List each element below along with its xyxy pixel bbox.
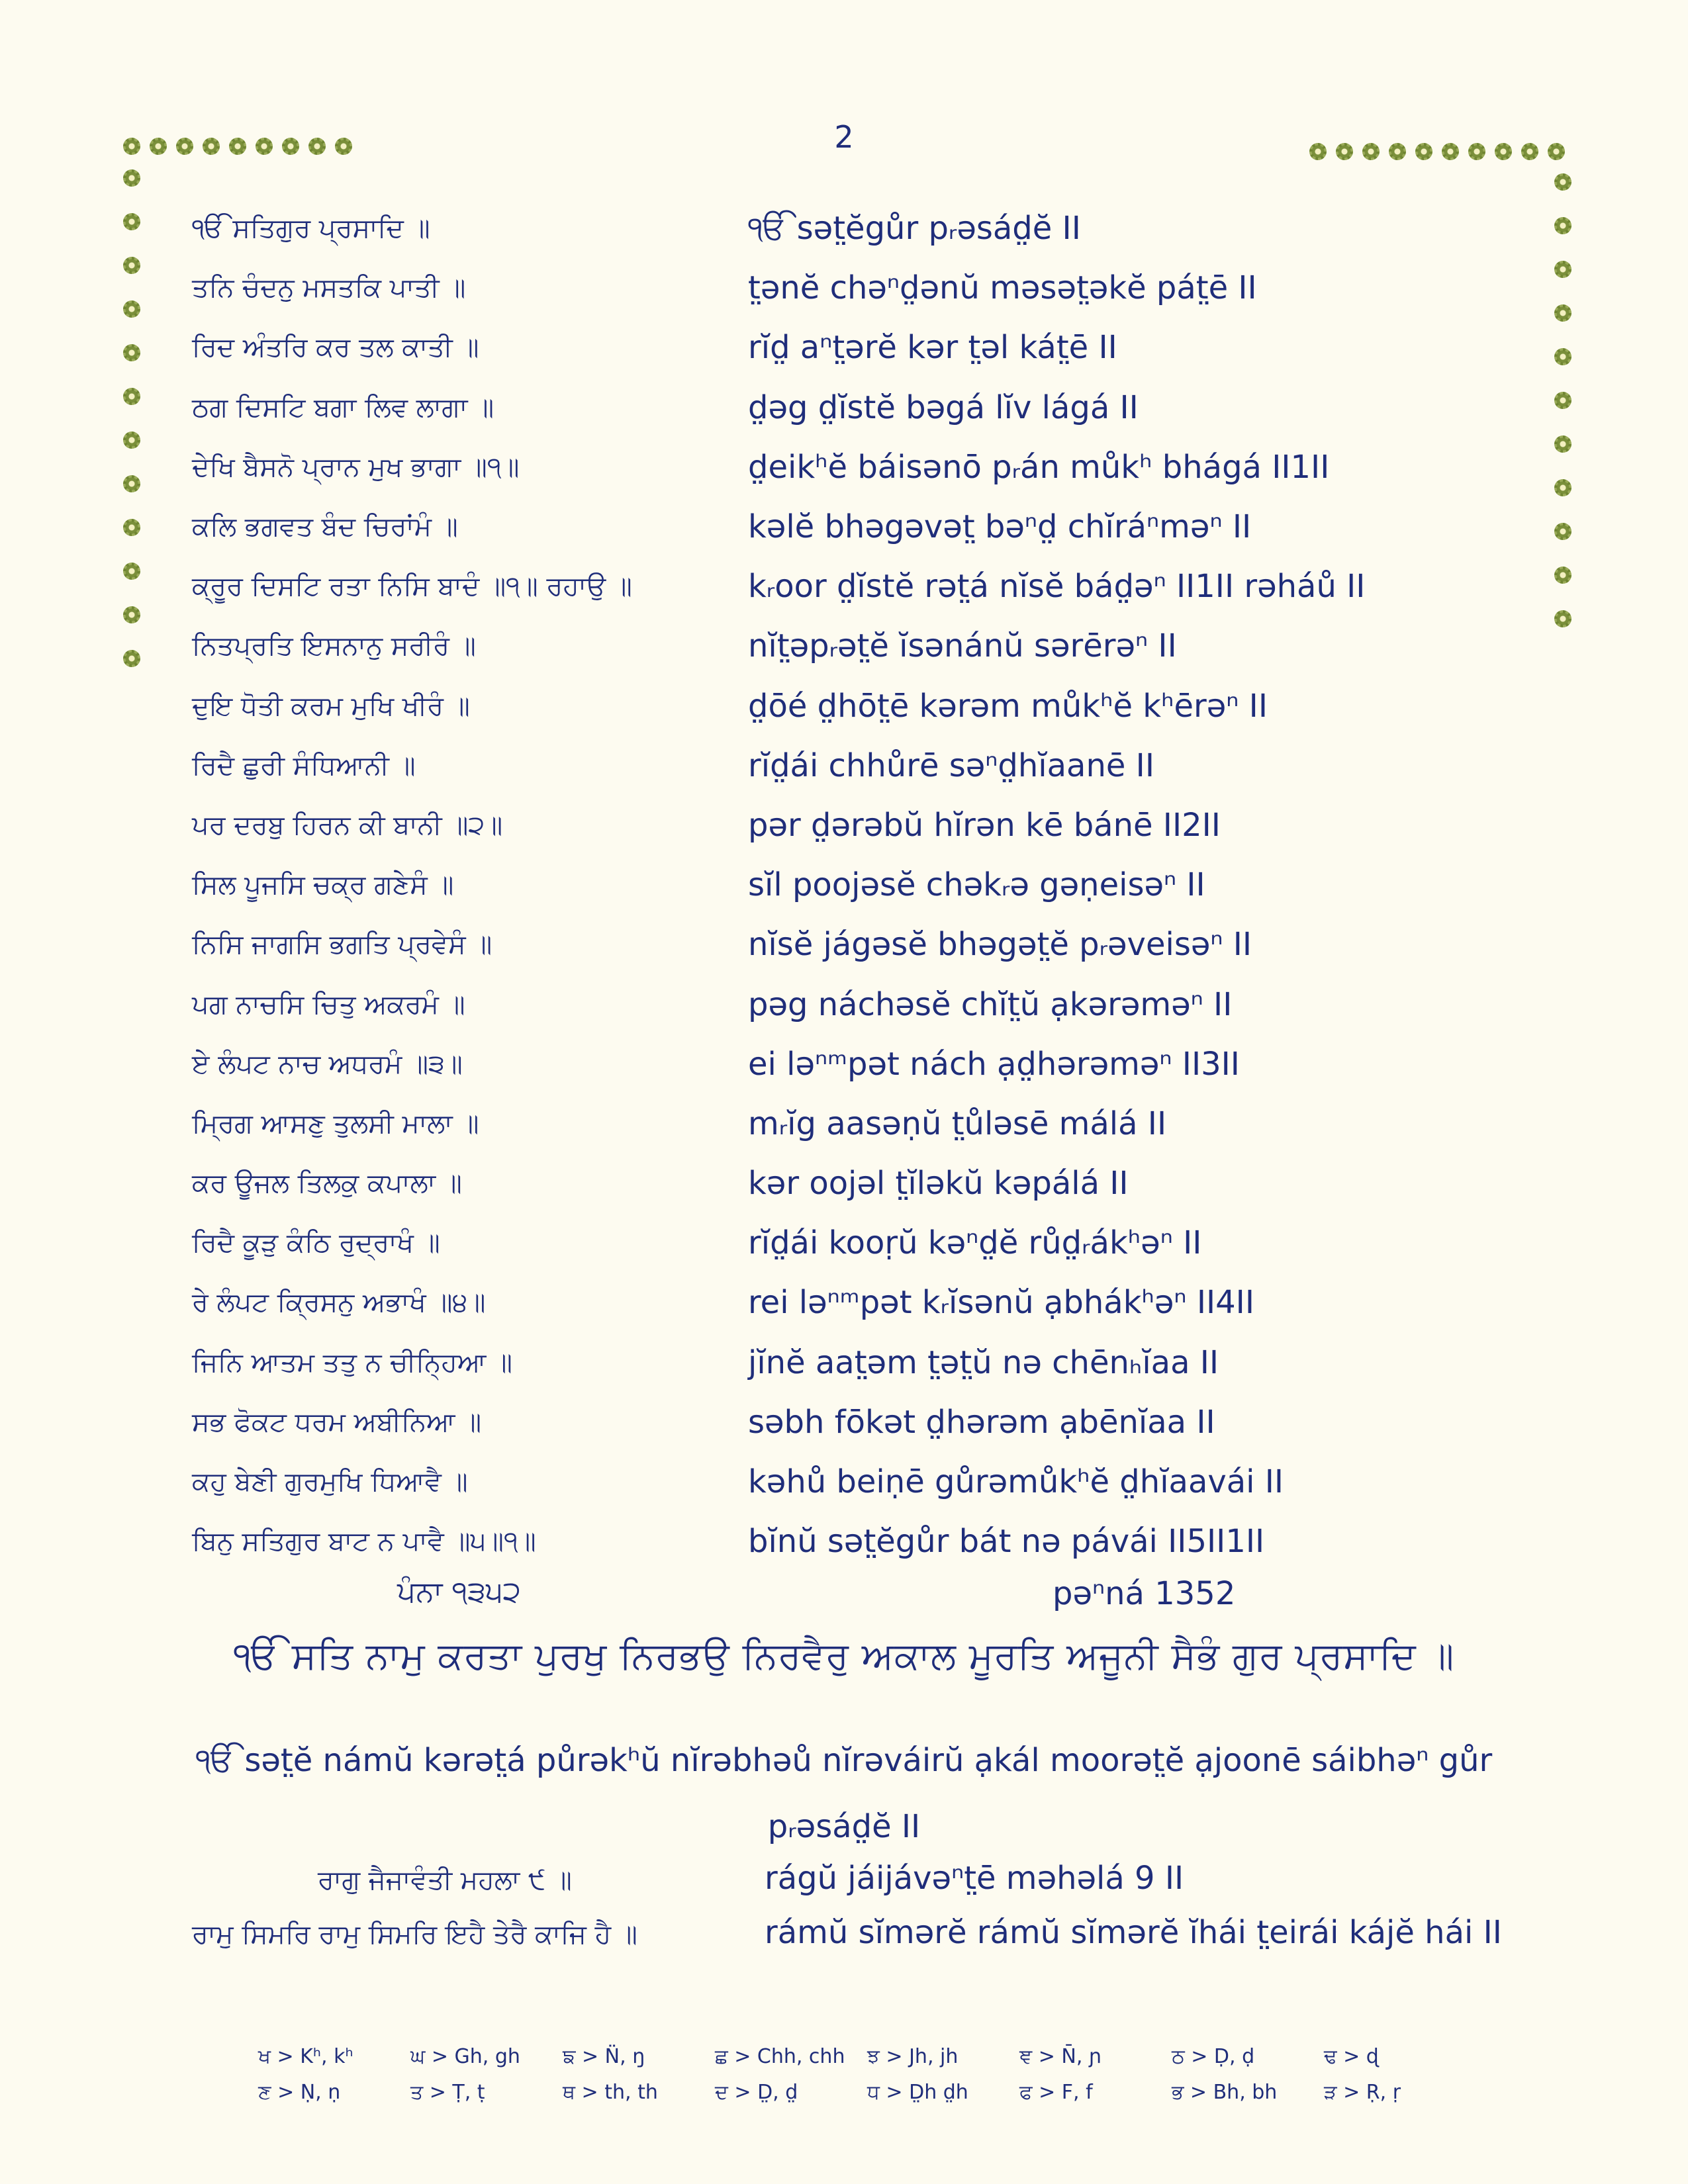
key-entry: ਙ > N̈, ŋ <box>563 2044 645 2068</box>
key-entry: ਝ > Jh, jh <box>867 2044 959 2068</box>
verse-translit: kər oojəl t̤ĭləkŭ kəpálá II <box>748 1165 1129 1203</box>
verse-gurmukhi: ਰੇ ਲੰਪਟ ਕ੍ਰਿਸਨੁ ਅਭਾਖੰ ॥੪॥ <box>192 1287 486 1318</box>
raag-verse <box>192 1914 1502 1951</box>
verse-row <box>192 378 1549 437</box>
flower-border-right <box>1554 173 1571 627</box>
verse-translit: səbh fōkət d̤hərəm ạbēnĭaa II <box>748 1403 1215 1441</box>
verse-row <box>192 199 1549 258</box>
verse-gurmukhi: ਪਰ ਦਰਬੁ ਹਿਰਨ ਕੀ ਬਾਨੀ ॥੨॥ <box>192 809 503 841</box>
verse-row <box>192 1512 1549 1571</box>
key-entry: ਤ > Ṭ, ṭ <box>410 2080 485 2104</box>
raag-heading <box>318 1860 1184 1897</box>
verse-translit: ei ləⁿᵐpət nách ạd̤hərəməⁿ II3II <box>748 1045 1240 1083</box>
page-label-gurmukhi: ਪੰਨਾ ੧੩੫੨ <box>397 1575 521 1609</box>
verse-translit: rĭd̤ái chhůrē səⁿd̤hĭaanē II <box>748 747 1154 784</box>
verse-gurmukhi: ਕਲਿ ਭਗਵਤ ਬੰਦ ਚਿਰਾਂਮੰ ॥ <box>192 512 458 543</box>
verse-row <box>192 855 1549 915</box>
verse-translit: kəhů beiṇē gůrəmůkʰĕ d̤hĭaavái II <box>748 1463 1284 1501</box>
verse-translit: kəlĕ bhəgəvət̤ bəⁿd̤ chĭráⁿməⁿ II <box>748 508 1252 546</box>
key-row <box>258 2038 1476 2074</box>
key-entry: ਣ > Ṇ, ṇ <box>258 2080 341 2104</box>
key-entry: ਠ > Ḍ, ḍ <box>1172 2044 1255 2068</box>
verse-gurmukhi: ਰਿਦੈ ਛੁਰੀ ਸੰਧਿਆਨੀ ॥ <box>192 750 416 781</box>
key-row <box>258 2074 1476 2110</box>
verse-gurmukhi: ਪਗ ਨਾਚਸਿ ਚਿਤੁ ਅਕਰਮੰ ॥ <box>192 989 465 1020</box>
verse-row <box>192 258 1549 318</box>
verse-row <box>192 437 1549 497</box>
raag-verse-gurmukhi: ਰਾਮੁ ਸਿਮਰਿ ਰਾਮੁ ਸਿਮਰਿ ਇਹੈ ਤੇਰੈ ਕਾਜਿ ਹੈ ॥ <box>192 1919 637 1950</box>
verse-row <box>192 616 1549 676</box>
verse-gurmukhi: ਏ ਲੰਪਟ ਨਾਚ ਅਧਰਮੰ ॥੩॥ <box>192 1048 463 1079</box>
key-entry: ਭ > Bh, bh <box>1172 2080 1278 2104</box>
key-entry: ਢ > ɖ <box>1324 2044 1379 2068</box>
verse-row <box>192 1333 1549 1392</box>
verse-translit: t̤ənĕ chəⁿd̤ənŭ məsət̤əkĕ pát̤ē II <box>748 269 1257 307</box>
verse-row <box>192 796 1549 855</box>
verse-gurmukhi: ਕਰ ਊਜਲ ਤਿਲਕੁ ਕਪਾਲਾ ॥ <box>192 1168 462 1199</box>
verse-list <box>192 199 1549 1571</box>
verse-row <box>192 1094 1549 1154</box>
raag-heading-gurmukhi: ਰਾਗੁ ਜੈਜਾਵੰਤੀ ਮਹਲਾ ੯ ॥ <box>318 1865 572 1895</box>
verse-row <box>192 557 1549 616</box>
key-entry: ਦ > D̤, d̤ <box>715 2080 798 2104</box>
verse-translit: pər d̤ərəbŭ hĭrən kē bánē II2II <box>748 806 1221 844</box>
verse-row <box>192 1452 1549 1512</box>
raag-heading-translit: rágŭ jáijávəⁿt̤ē məhəlá 9 II <box>765 1860 1184 1897</box>
verse-gurmukhi: ਨਿਤਪ੍ਰਤਿ ਇਸਨਾਨੁ ਸਰੀਰੰ ॥ <box>192 631 476 662</box>
verse-translit: nĭt̤əpᵣət̤ĕ ĭsənánŭ sərērəⁿ II <box>748 627 1177 665</box>
verse-row <box>192 736 1549 796</box>
verse-translit: mᵣĭg aasəṇŭ t̤ůləsē málá II <box>748 1105 1167 1142</box>
verse-gurmukhi: ਕ੍ਰੂਰ ਦਿਸਟਿ ਰਤਾ ਨਿਸਿ ਬਾਦੰ ॥੧॥ ਰਹਾਉ ॥ <box>192 571 632 602</box>
verse-row <box>192 676 1549 736</box>
verse-gurmukhi: ਬਿਨੁ ਸਤਿਗੁਰ ਬਾਟ ਨ ਪਾਵੈ ॥੫॥੧॥ <box>192 1526 536 1557</box>
verse-gurmukhi: ਰਿਦ ਅੰਤਰਿ ਕਰ ਤਲ ਕਾਤੀ ॥ <box>192 332 479 363</box>
verse-gurmukhi: ਦੇਖਿ ਬੈਸਨੋ ਪ੍ਰਾਨ ਮੁਖ ਭਾਗਾ ॥੧॥ <box>192 451 520 482</box>
verse-translit: pəg náchəsĕ chĭt̤ŭ ạkərəməⁿ II <box>748 985 1233 1023</box>
verse-translit: jĭnĕ aat̤əm t̤ət̤ŭ nə chēnₕĭaa II <box>748 1343 1219 1381</box>
flower-border-left <box>123 169 140 667</box>
verse-row <box>192 974 1549 1034</box>
verse-gurmukhi: ਜਿਨਿ ਆਤਮ ਤਤੁ ਨ ਚੀਨ੍ਹਿਆ ॥ <box>192 1347 513 1378</box>
mool-mantar-gurmukhi: ੴ ਸਤਿ ਨਾਮੁ ਕਰਤਾ ਪੁਰਖੁ ਨਿਰਭਉ ਨਿਰਵੈਰੁ ਅਕਾਲ ਮੂਰਤਿ ਅਜੂਨੀ ਸੈਭੰ ਗੁਰ ਪ੍ਰਸਾਦਿ ॥ <box>233 1635 1455 1678</box>
flower-border-top-left <box>123 138 352 155</box>
verse-gurmukhi: ਸਭ ਫੋਕਟ ਧਰਮ ਅਬੀਨਿਆ ॥ <box>192 1406 482 1437</box>
key-entry: ਛ > Chh, chh <box>715 2044 845 2068</box>
verse-gurmukhi: ਨਿਸਿ ਜਾਗਸਿ ਭਗਤਿ ਪ੍ਰਵੇਸੰ ॥ <box>192 929 492 960</box>
key-entry: ਫ > F, f <box>1019 2080 1093 2104</box>
key-entry: ਘ > Gh, gh <box>410 2044 520 2068</box>
verse-row <box>192 915 1549 974</box>
key-entry: ਧ > D̤h d̤h <box>867 2080 968 2104</box>
verse-row <box>192 1392 1549 1452</box>
verse-gurmukhi: ੴ ਸਤਿਗੁਰ ਪ੍ਰਸਾਦਿ ॥ <box>192 213 430 244</box>
verse-translit: rĭd̤ aⁿt̤ərĕ kər t̤əl kát̤ē II <box>748 329 1117 367</box>
verse-translit: d̤əg d̤ĭstĕ bəgá lĭv lágá II <box>748 388 1139 426</box>
verse-translit: nĭsĕ jágəsĕ bhəgət̤ĕ pᵣəveisəⁿ II <box>748 926 1252 964</box>
verse-translit: rĭd̤ái kooṛŭ kəⁿd̤ĕ růd̤ᵣákʰəⁿ II <box>748 1224 1202 1262</box>
verse-translit: bĭnŭ sət̤ĕgůr bát nə pávái II5II1II <box>748 1523 1265 1561</box>
verse-translit: d̤ōé d̤hōt̤ē kərəm můkʰĕ kʰērəⁿ II <box>748 687 1268 725</box>
verse-row <box>192 1154 1549 1213</box>
verse-row <box>192 1273 1549 1332</box>
page-label-translit: pəⁿná 1352 <box>1053 1575 1236 1612</box>
verse-gurmukhi: ਦੁਇ ਧੋਤੀ ਕਰਮ ਮੁਖਿ ਖੀਰੰ ॥ <box>192 690 470 721</box>
verse-row <box>192 318 1549 377</box>
verse-translit: sĭl poojəsĕ chəkᵣə gəṇeisəⁿ II <box>748 866 1205 904</box>
verse-translit: rei ləⁿᵐpət kᵣĭsənŭ ạbhákʰəⁿ II4II <box>748 1284 1254 1322</box>
verse-gurmukhi: ਠਗ ਦਿਸਟਿ ਬਗਾ ਲਿਵ ਲਾਗਾ ॥ <box>192 392 494 423</box>
verse-gurmukhi: ਸਿਲ ਪੂਜਸਿ ਚਕ੍ਰ ਗਣੇਸੰ ॥ <box>192 870 454 901</box>
verse-row <box>192 1213 1549 1273</box>
key-entry: ਥ > th, th <box>563 2080 658 2104</box>
page-number: 2 <box>834 119 854 155</box>
key-entry: ਞ > N̄, ɲ <box>1019 2044 1102 2068</box>
verse-translit: kᵣoor d̤ĭstĕ rət̤á nĭsĕ bád̤əⁿ II1II rəháů II <box>748 568 1366 606</box>
transliteration-key <box>258 2038 1476 2110</box>
verse-row <box>192 497 1549 557</box>
verse-gurmukhi: ਕਹੁ ਬੇਣੀ ਗੁਰਮੁਖਿ ਧਿਆਵੈ ॥ <box>192 1467 468 1498</box>
verse-gurmukhi: ਮ੍ਰਿਗ ਆਸਣੁ ਤੁਲਸੀ ਮਾਲਾ ॥ <box>192 1108 479 1139</box>
verse-translit: d̤eikʰĕ báisənō pᵣán můkʰ bhágá II1II <box>748 448 1330 486</box>
raag-verse-translit: rámŭ sĭmərĕ rámŭ sĭmərĕ ĭhái t̤eirái kájĕ hái II <box>765 1914 1502 1951</box>
verse-translit: ੴ sət̤ĕgůr pᵣəsád̤ĕ II <box>748 209 1081 247</box>
verse-row <box>192 1034 1549 1094</box>
flower-border-top-right <box>1309 143 1565 160</box>
key-entry: ੜ > Ṛ, ṛ <box>1324 2080 1401 2104</box>
verse-gurmukhi: ਰਿਦੈ ਕੂੜੁ ਕੰਠਿ ਰੁਦ੍ਰਾਖੰ ॥ <box>192 1228 440 1259</box>
mool-mantar-translit: ੴ sət̤ĕ námŭ kərət̤á půrəkʰŭ nĭrəbhəů nĭrəváirŭ ạkál moorət̤ĕ ạjoonē sáibhəⁿ gůr pᵣəsád̤ĕ II <box>195 1742 1493 1845</box>
verse-gurmukhi: ਤਨਿ ਚੰਦਨੁ ਮਸਤਕਿ ਪਾਤੀ ॥ <box>192 273 466 304</box>
key-entry: ਖ > Kʰ, kʰ <box>258 2044 353 2068</box>
